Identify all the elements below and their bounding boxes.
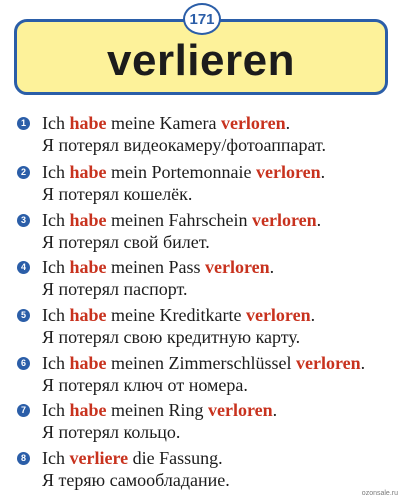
watermark: ozonsale.ru: [361, 490, 398, 497]
item-number-badge: 5: [17, 309, 30, 322]
item-number-badge: 4: [17, 261, 30, 274]
list-item: [0, 304, 404, 350]
auxiliary-verb: habe: [69, 305, 107, 325]
list-item: [0, 447, 404, 493]
item-number-badge: 3: [17, 214, 30, 227]
item-number-badge: 2: [17, 166, 30, 179]
page-title: verlieren: [107, 36, 295, 85]
german-sentence: Ich habe meinen Zimmerschlüssel verloren.: [42, 353, 366, 373]
item-number-badge: 1: [17, 117, 30, 130]
item-number-badge: 8: [17, 452, 30, 465]
german-sentence: Ich habe meine Kamera verloren.: [42, 113, 291, 133]
list-item: [0, 209, 404, 255]
list-item: [0, 399, 404, 445]
auxiliary-verb: habe: [69, 257, 107, 277]
russian-translation: Я теряю самообладание.: [42, 470, 230, 490]
card-number-badge: 171: [183, 3, 221, 35]
german-sentence: Ich verliere die Fassung.: [42, 448, 223, 468]
russian-translation: Я потерял ключ от номера.: [42, 375, 248, 395]
german-sentence: Ich habe meinen Fahrschein verloren.: [42, 210, 322, 230]
german-sentence: Ich habe meinen Pass verloren.: [42, 257, 275, 277]
german-sentence: Ich habe meine Kreditkarte verloren.: [42, 305, 316, 325]
participle: verloren: [208, 400, 273, 420]
list-item: [0, 112, 404, 158]
participle: verloren: [295, 353, 361, 373]
item-number-badge: 6: [17, 357, 30, 370]
auxiliary-verb: habe: [69, 400, 107, 420]
russian-translation: Я потерял свою кредитную карту.: [42, 327, 301, 347]
auxiliary-verb: habe: [69, 353, 107, 373]
conjugated-verb: verliere: [69, 448, 129, 468]
item-number-badge: 7: [17, 404, 30, 417]
russian-translation: Я потерял свой билет.: [42, 232, 210, 252]
russian-translation: Я потерял видеокамеру/фотоаппарат.: [42, 135, 327, 155]
auxiliary-verb: habe: [69, 113, 107, 133]
participle: verloren: [205, 257, 270, 277]
participle: verloren: [220, 113, 286, 133]
auxiliary-verb: habe: [69, 162, 107, 182]
auxiliary-verb: habe: [69, 210, 107, 230]
list-item: [0, 256, 404, 302]
participle: verloren: [251, 210, 317, 230]
participle: verloren: [255, 162, 321, 182]
participle: verloren: [245, 305, 311, 325]
german-sentence: Ich habe mein Portemonnaie verloren.: [42, 162, 326, 182]
russian-translation: Я потерял кошелёк.: [42, 184, 193, 204]
german-sentence: Ich habe meinen Ring verloren.: [42, 400, 278, 420]
russian-translation: Я потерял паспорт.: [42, 279, 188, 299]
list-item: [0, 352, 404, 398]
russian-translation: Я потерял кольцо.: [42, 422, 181, 442]
list-item: [0, 161, 404, 207]
